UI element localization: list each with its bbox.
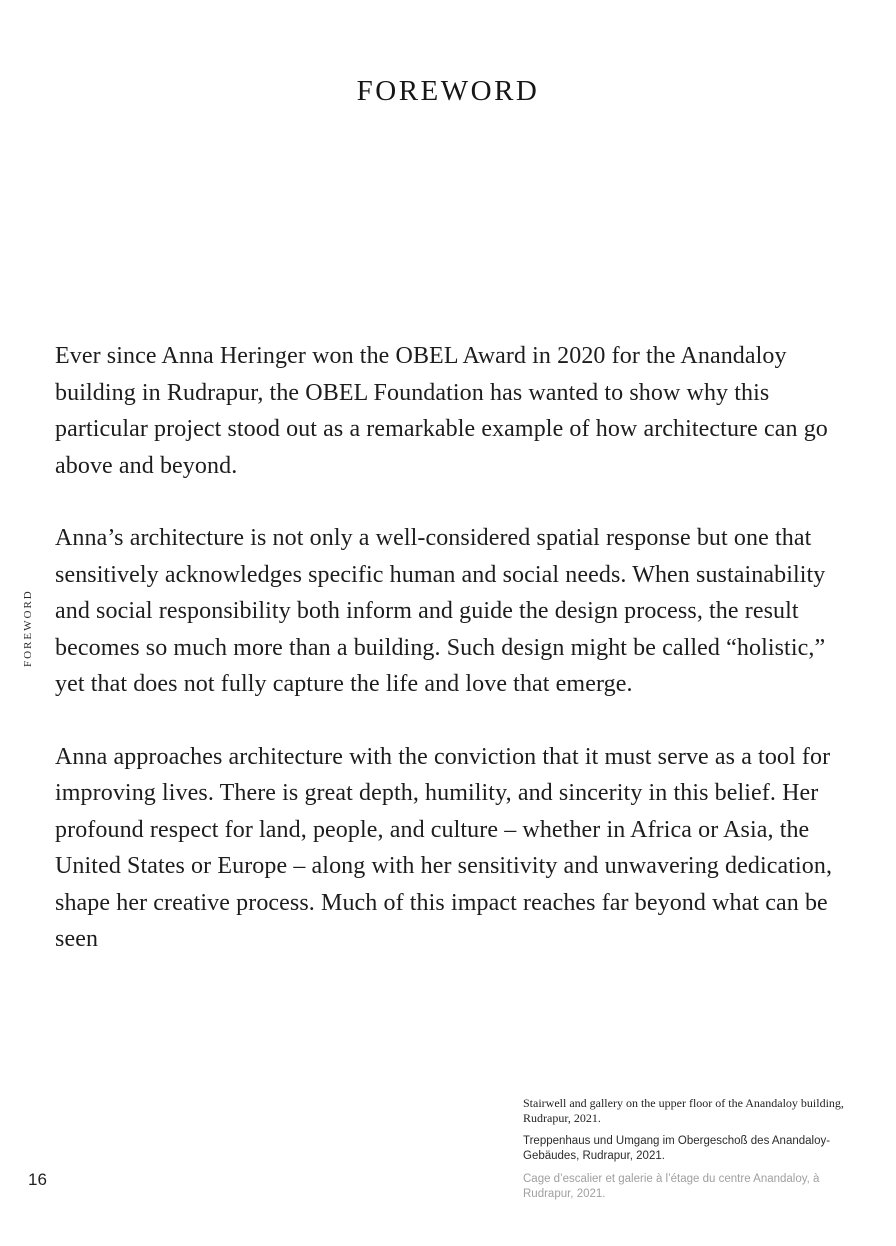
caption-block (523, 1096, 858, 1210)
running-header-vertical: FOREWORD (22, 589, 34, 667)
caption-german: Treppenhaus und Umgang im Obergeschoß des Anandaloy-Gebäudes, Rudrapur, 2021. (523, 1135, 831, 1162)
body-text (55, 338, 847, 994)
page-number: 16 (28, 1170, 47, 1189)
paragraph-2: Anna’s architecture is not only a well-considered spatial response but one that sensitively acknowledges specific human and social needs. When sustainability and social responsibility both inform and guide the design process, the result becomes so much more than a building. Such design might be called “holistic,” yet that does not fully capture the life and love that emerge. (55, 525, 826, 697)
paragraph-1: Ever since Anna Heringer won the OBEL Award in 2020 for the Anandaloy building in Rudrapur, the OBEL Foundation has wanted to show why this particular project stood out as a remarkable example of how architecture can go above and beyond. (55, 343, 828, 479)
paragraph-3: Anna approaches architecture with the conviction that it must serve as a tool for improving lives. There is great depth, humility, and sincerity in this belief. Her profound respect for land, people, and culture – whether in Africa or Asia, the United States or Europe – along with her sensitivity and unwavering dedication, shape her creative process. Much of this impact reaches far beyond what can be seen (55, 743, 833, 952)
caption-french: Cage d’escalier et galerie à l’étage du centre Anandaloy, à Rudrapur, 2021. (523, 1173, 820, 1200)
page-title: FOREWORD (356, 75, 540, 108)
caption-english: Stairwell and gallery on the upper floor of the Anandaloy building, Rudrapur, 2021. (523, 1096, 844, 1125)
